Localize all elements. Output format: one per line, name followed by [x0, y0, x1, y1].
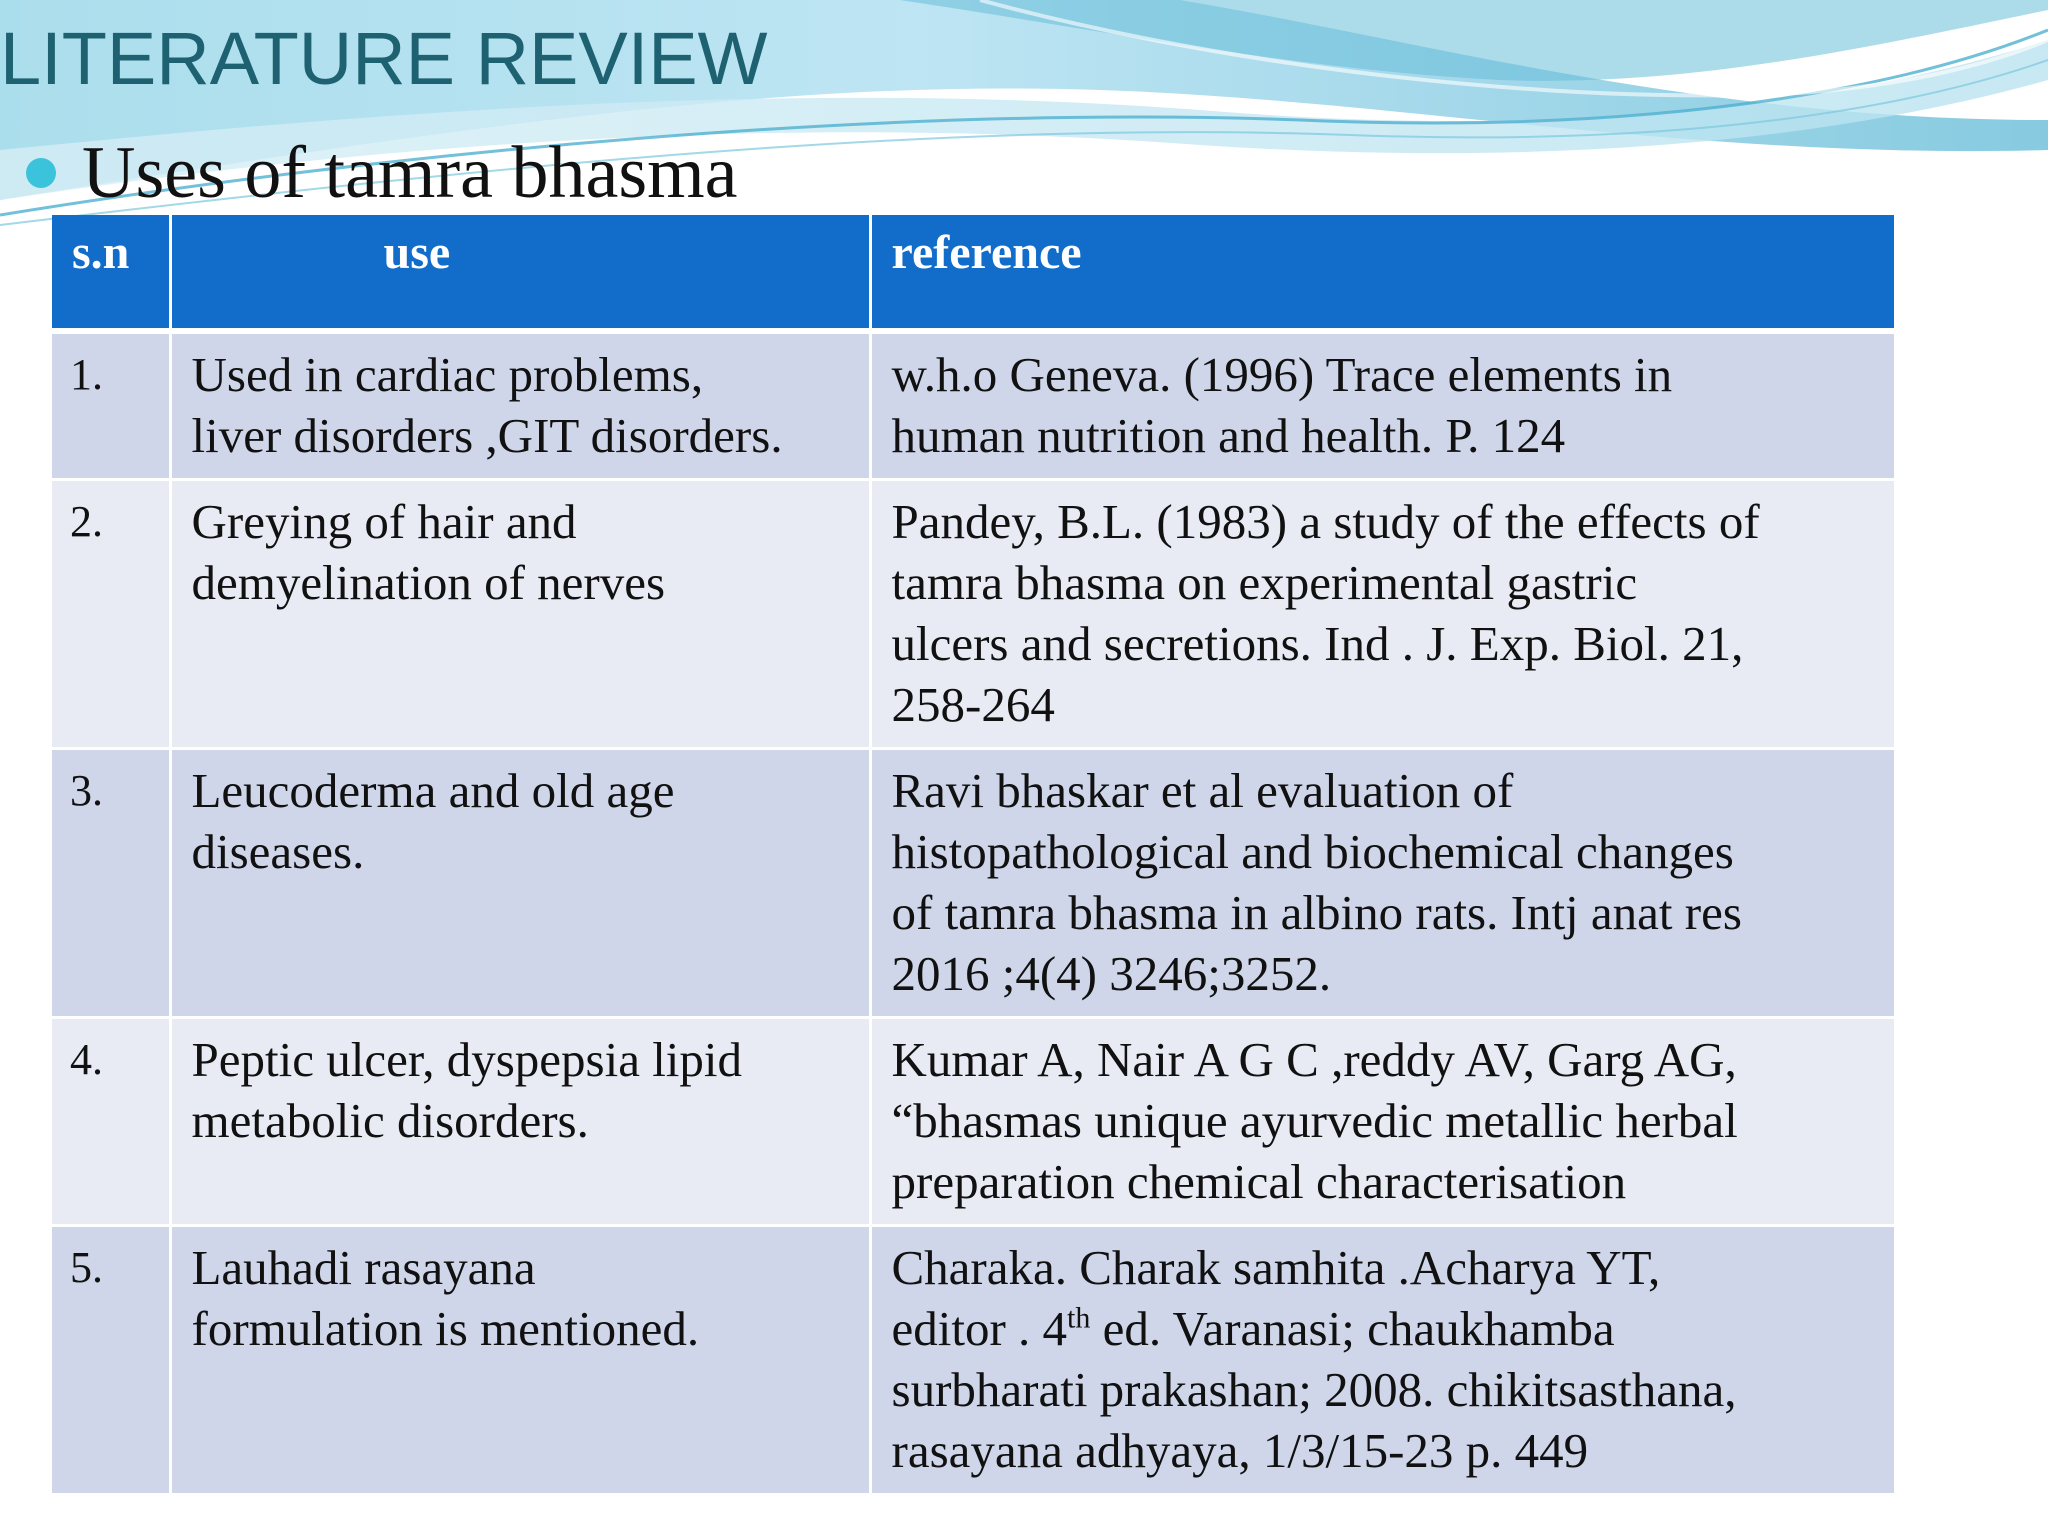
- use-line: demyelination of nerves: [191, 555, 666, 610]
- header-reference: reference: [870, 215, 1894, 331]
- use-line: Used in cardiac problems,: [191, 347, 704, 402]
- cell-sn: 2.: [52, 480, 170, 749]
- reference-line: rasayana adhyaya, 1/3/15-23 p. 449: [891, 1423, 1589, 1478]
- cell-sn: 3.: [52, 749, 170, 1018]
- table-row: [52, 331, 1894, 480]
- reference-line: w.h.o Geneva. (1996) Trace elements in: [891, 347, 1673, 402]
- bullet-text: Uses of tamra bhasma: [82, 132, 738, 214]
- reference-line: Pandey, B.L. (1983) a study of the effects of: [891, 494, 1760, 549]
- cell-reference: [870, 1226, 1894, 1495]
- header-use: use: [170, 215, 870, 331]
- reference-text: ed. Varanasi; chaukhamba: [1090, 1301, 1615, 1356]
- reference-line: surbharati prakashan; 2008. chikitsasthana,: [891, 1362, 1737, 1417]
- reference-line: 2016 ;4(4) 3246;3252.: [891, 946, 1332, 1001]
- literature-table: [52, 215, 1894, 1496]
- cell-reference: [870, 331, 1894, 480]
- table-row: [52, 749, 1894, 1018]
- use-line: diseases.: [191, 824, 365, 879]
- cell-reference: [870, 480, 1894, 749]
- use-line: Peptic ulcer, dyspepsia lipid: [191, 1032, 743, 1087]
- reference-line: Kumar A, Nair A G C ,reddy AV, Garg AG,: [891, 1032, 1737, 1087]
- reference-line: [892, 1298, 1875, 1359]
- header-sn: s.n: [52, 215, 170, 331]
- table-row: [52, 1226, 1894, 1495]
- table-row: [52, 480, 1894, 749]
- reference-line: 258-264: [891, 677, 1055, 732]
- cell-reference: [870, 749, 1894, 1018]
- use-line: Leucoderma and old age: [191, 763, 675, 818]
- reference-line: “bhasmas unique ayurvedic metallic herbal: [891, 1093, 1738, 1148]
- reference-text: editor . 4: [891, 1301, 1068, 1356]
- bullet-dot-icon: [26, 158, 56, 188]
- cell-sn: 1.: [52, 331, 170, 480]
- table-row: [52, 1018, 1894, 1226]
- bullet-heading: [26, 128, 738, 218]
- cell-sn: 4.: [52, 1018, 170, 1226]
- table-header-row: [52, 215, 1894, 331]
- reference-line: of tamra bhasma in albino rats. Intj anat res: [891, 885, 1742, 940]
- use-line: formulation is mentioned.: [191, 1301, 700, 1356]
- cell-use: [170, 1018, 870, 1226]
- slide-title: LITERATURE REVIEW: [0, 17, 768, 100]
- use-line: Lauhadi rasayana: [191, 1240, 536, 1295]
- cell-use: [170, 749, 870, 1018]
- reference-line: human nutrition and health. P. 124: [891, 408, 1566, 463]
- use-line: Greying of hair and: [191, 494, 577, 549]
- cell-use: [170, 480, 870, 749]
- reference-line: histopathological and biochemical changes: [891, 824, 1734, 879]
- use-line: liver disorders ,GIT disorders.: [191, 408, 783, 463]
- reference-line: Ravi bhaskar et al evaluation of: [891, 763, 1514, 818]
- cell-sn: 5.: [52, 1226, 170, 1495]
- reference-line: Charaka. Charak samhita .Acharya YT,: [891, 1240, 1661, 1295]
- superscript-text: th: [1067, 1301, 1091, 1335]
- use-line: metabolic disorders.: [191, 1093, 589, 1148]
- reference-line: tamra bhasma on experimental gastric: [891, 555, 1638, 610]
- cell-reference: [870, 1018, 1894, 1226]
- cell-use: [170, 1226, 870, 1495]
- reference-line: ulcers and secretions. Ind . J. Exp. Biol. 21,: [891, 616, 1744, 671]
- reference-line: preparation chemical characterisation: [891, 1154, 1627, 1209]
- cell-use: [170, 331, 870, 480]
